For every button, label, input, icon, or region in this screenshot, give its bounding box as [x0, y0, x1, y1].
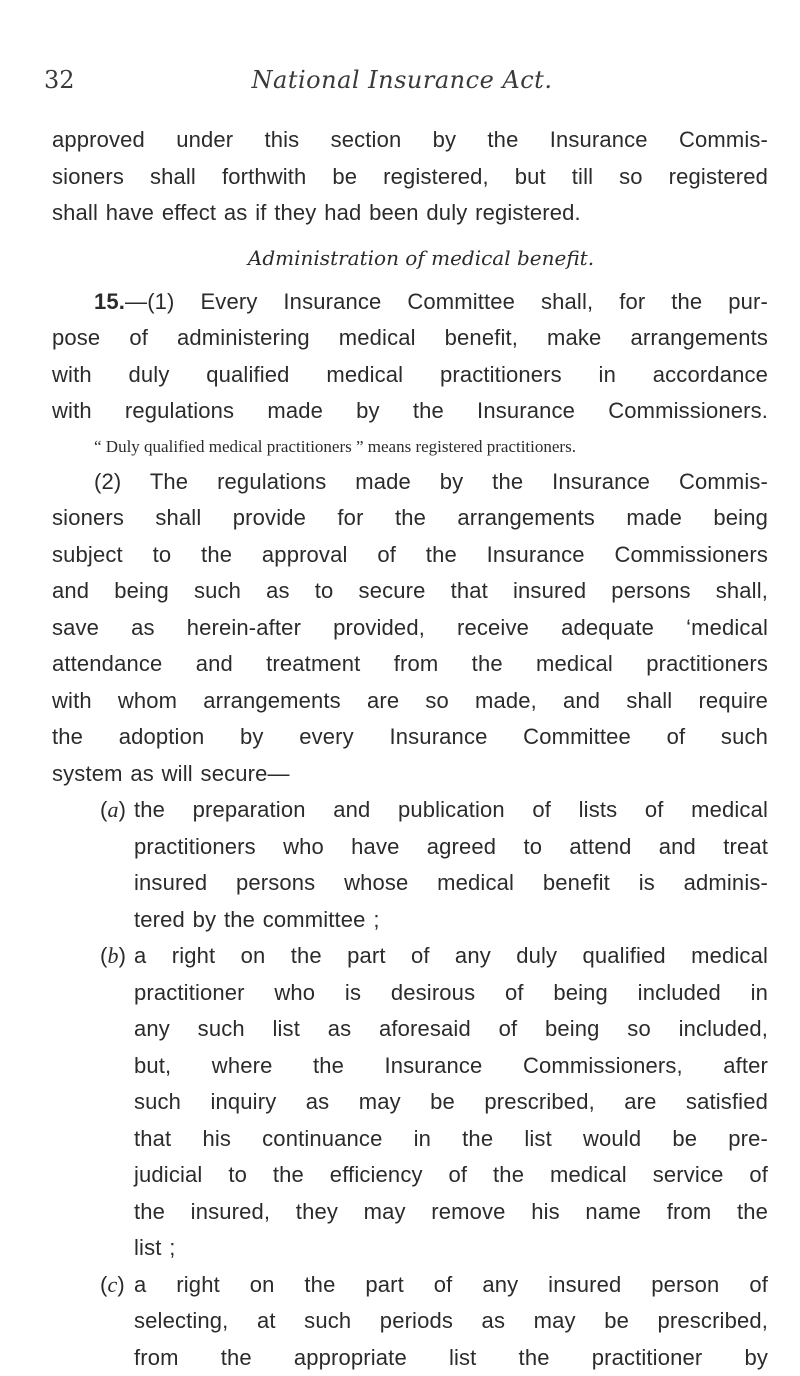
- page-number: 32: [44, 66, 75, 94]
- definition-note: “ Duly qualified medical practitioners ” means registered practitioners.: [52, 430, 768, 464]
- clause-line: that his continuance in the list would be pre-: [52, 1121, 768, 1158]
- clause-line: list ;: [52, 1230, 768, 1267]
- body-text: [52, 122, 768, 1376]
- text-line: shall have effect as if they had been duly registered.: [52, 195, 768, 232]
- clause-line: any such list as aforesaid of being so included,: [52, 1011, 768, 1048]
- text-line: sioners shall provide for the arrangements made being: [52, 500, 768, 537]
- clause-line: selecting, at such periods as may be prescribed,: [52, 1303, 768, 1340]
- text-line: with duly qualified medical practitioners in accordance: [52, 357, 768, 394]
- text-line: the adoption by every Insurance Committee of such: [52, 719, 768, 756]
- clause-line: but, where the Insurance Commissioners, after: [52, 1048, 768, 1085]
- section-heading: Administration of medical benefit.: [52, 232, 768, 284]
- text-line: save as herein-after provided, receive adequate ‘medical: [52, 610, 768, 647]
- clause-text: a right on the part of any duly qualified medical: [134, 943, 768, 968]
- text-line: with whom arrangements are so made, and shall require: [52, 683, 768, 720]
- clause-text: a right on the part of any insured person of: [134, 1272, 768, 1297]
- clause-line: practitioner who is desirous of being included in: [52, 975, 768, 1012]
- text-line: subject to the approval of the Insurance Commissioners: [52, 537, 768, 574]
- clause-line: the insured, they may remove his name from the: [52, 1194, 768, 1231]
- clause-a-first-line: [52, 792, 768, 829]
- clause-label: (a): [100, 792, 134, 829]
- text-line: and being such as to secure that insured persons shall,: [52, 573, 768, 610]
- clause-line: tered by the committee ;: [52, 902, 768, 939]
- clause-b-first-line: [52, 938, 768, 975]
- text-line: pose of administering medical benefit, make arrangements: [52, 320, 768, 357]
- clause-label: (b): [100, 938, 134, 975]
- subsection-line: (2) The regulations made by the Insurance Commis-: [52, 464, 768, 501]
- section-text: —(1) Every Insurance Committee shall, for the pur-: [125, 289, 768, 314]
- clause-line: practitioners who have agreed to attend and treat: [52, 829, 768, 866]
- clause-line: from the appropriate list the practitioner by: [52, 1340, 768, 1376]
- clause-text: the preparation and publication of lists of medical: [134, 797, 768, 822]
- text-line: system as will secure—: [52, 756, 768, 793]
- section-first-line: [52, 284, 768, 321]
- clause-line: such inquiry as may be prescribed, are satisfied: [52, 1084, 768, 1121]
- text-line: attendance and treatment from the medical practitioners: [52, 646, 768, 683]
- clause-line: judicial to the efficiency of the medical service of: [52, 1157, 768, 1194]
- text-line: sioners shall forthwith be registered, but till so registered: [52, 159, 768, 196]
- section-number: 15.: [94, 289, 125, 314]
- text-line: with regulations made by the Insurance Commissioners.: [52, 393, 768, 430]
- clause-c-first-line: [52, 1267, 768, 1304]
- text-line: approved under this section by the Insurance Commis-: [52, 122, 768, 159]
- running-header: [44, 66, 760, 106]
- running-title: National Insurance Act.: [44, 66, 760, 94]
- clause-line: insured persons whose medical benefit is adminis-: [52, 865, 768, 902]
- clause-label: (c): [100, 1267, 134, 1304]
